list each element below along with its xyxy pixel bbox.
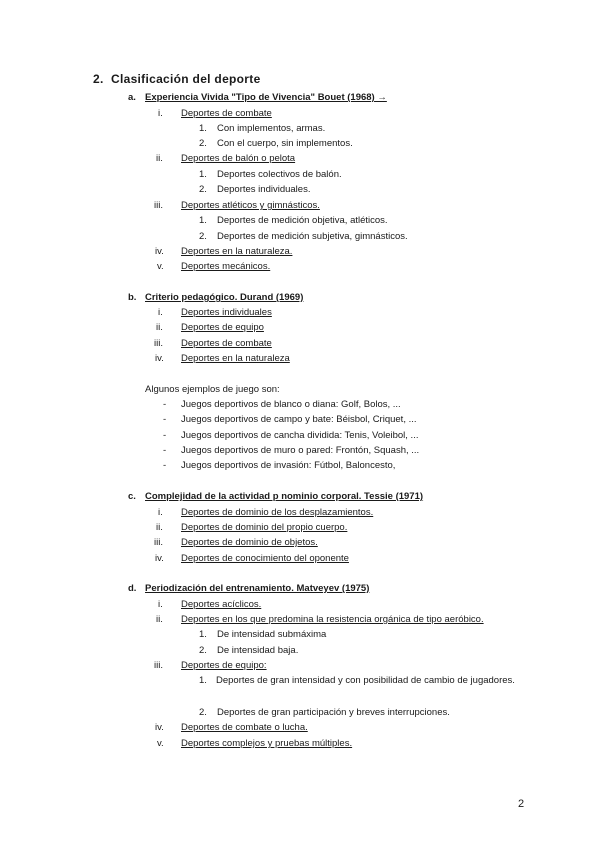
list-num: iii. [154, 660, 163, 671]
sub-num: 2. [199, 184, 207, 195]
list-num: iii. [154, 537, 163, 548]
example-item: Juegos deportivos de muro o pared: Frontón, Squash, ... [181, 445, 420, 456]
list-num: i. [158, 599, 163, 610]
sub-num: 1. [199, 675, 207, 686]
sub-num: 2. [199, 645, 207, 656]
dash-bullet: - [163, 445, 167, 456]
list-num: iv. [155, 246, 164, 257]
list-item: Deportes de combate o lucha. [181, 722, 308, 733]
list-num: iii. [154, 200, 163, 211]
section-b-label: b. [128, 292, 137, 303]
list-num: v. [157, 261, 164, 272]
sub-num: 2. [199, 707, 207, 718]
sub-item: Deportes de medición subjetiva, gimnásticos. [217, 231, 408, 242]
list-num: ii. [156, 153, 163, 164]
sub-item: Deportes colectivos de balón. [217, 169, 342, 180]
section-c-heading: Complejidad de la actividad p nominio corporal. Tessie (1971) [145, 491, 424, 502]
list-item: Deportes en los que predomina la resistencia orgánica de tipo aeróbico. [181, 614, 484, 625]
sub-item: De intensidad baja. [217, 645, 299, 656]
page-number: 2 [518, 798, 525, 810]
list-num: ii. [156, 614, 163, 625]
section-title-text: Clasificación del deporte [111, 72, 261, 86]
sub-num: 2. [199, 231, 207, 242]
list-item: Deportes de combate [181, 108, 272, 119]
list-item: Deportes mecánicos. [181, 261, 271, 272]
sub-item: Deportes de gran intensidad y con posibilidad de cambio de jugadores. [216, 675, 515, 686]
section-title [93, 72, 261, 86]
list-item: Deportes complejos y pruebas múltiples. [181, 738, 353, 749]
sub-item: Deportes individuales. [217, 184, 311, 195]
list-num: i. [158, 507, 163, 518]
list-item: Deportes individuales [181, 307, 272, 318]
dash-bullet: - [163, 460, 167, 471]
sub-num: 1. [199, 169, 207, 180]
list-item: Deportes acíclicos. [181, 599, 262, 610]
list-item: Deportes de dominio de los desplazamientos. [181, 507, 374, 518]
examples-intro: Algunos ejemplos de juego son: [145, 384, 280, 395]
list-item: Deportes de balón o pelota [181, 153, 296, 164]
list-item: Deportes de dominio del propio cuerpo. [181, 522, 348, 533]
list-item: Deportes de combate [181, 338, 272, 349]
list-num: iv. [155, 353, 164, 364]
dash-bullet: - [163, 399, 167, 410]
sub-item: Con implementos, armas. [217, 123, 326, 134]
section-d-heading: Periodización del entrenamiento. Matveyev (1975) [145, 583, 370, 594]
list-num: iii. [154, 338, 163, 349]
section-c-label: c. [128, 491, 136, 502]
list-num: ii. [156, 322, 163, 333]
list-num: ii. [156, 522, 163, 533]
sub-num: 1. [199, 629, 207, 640]
example-item: Juegos deportivos de blanco o diana: Golf, Bolos, ... [181, 399, 401, 410]
section-a-heading: Experiencia Vivida "Tipo de Vivencia" Bouet (1968) → [145, 92, 387, 103]
example-item: Juegos deportivos de cancha dividida: Tenis, Voleibol, ... [181, 430, 419, 441]
sub-num: 1. [199, 215, 207, 226]
sub-num: 2. [199, 138, 207, 149]
list-item: Deportes atléticos y gimnásticos. [181, 200, 320, 211]
list-item: Deportes en la naturaleza [181, 353, 290, 364]
section-number: 2. [93, 72, 104, 86]
sub-num: 1. [199, 123, 207, 134]
sub-item: Deportes de gran participación y breves interrupciones. [217, 707, 450, 718]
section-d-label: d. [128, 583, 137, 594]
list-num: v. [157, 738, 164, 749]
list-num: iv. [155, 553, 164, 564]
list-num: iv. [155, 722, 164, 733]
sub-item: De intensidad submáxima [217, 629, 327, 640]
list-item: Deportes en la naturaleza. [181, 246, 293, 257]
list-item: Deportes de equipo: [181, 660, 267, 671]
list-item: Deportes de equipo [181, 322, 264, 333]
dash-bullet: - [163, 414, 167, 425]
section-b-heading: Criterio pedagógico. Durand (1969) [145, 292, 304, 303]
list-num: i. [158, 307, 163, 318]
section-a-label: a. [128, 92, 136, 103]
sub-item: Deportes de medición objetiva, atléticos. [217, 215, 388, 226]
list-num: i. [158, 108, 163, 119]
sub-item: Con el cuerpo, sin implementos. [217, 138, 353, 149]
dash-bullet: - [163, 430, 167, 441]
list-item: Deportes de conocimiento del oponente [181, 553, 349, 564]
example-item: Juegos deportivos de invasión: Fútbol, Baloncesto, [181, 460, 396, 471]
list-item: Deportes de dominio de objetos. [181, 537, 318, 548]
example-item: Juegos deportivos de campo y bate: Béisbol, Criquet, ... [181, 414, 417, 425]
